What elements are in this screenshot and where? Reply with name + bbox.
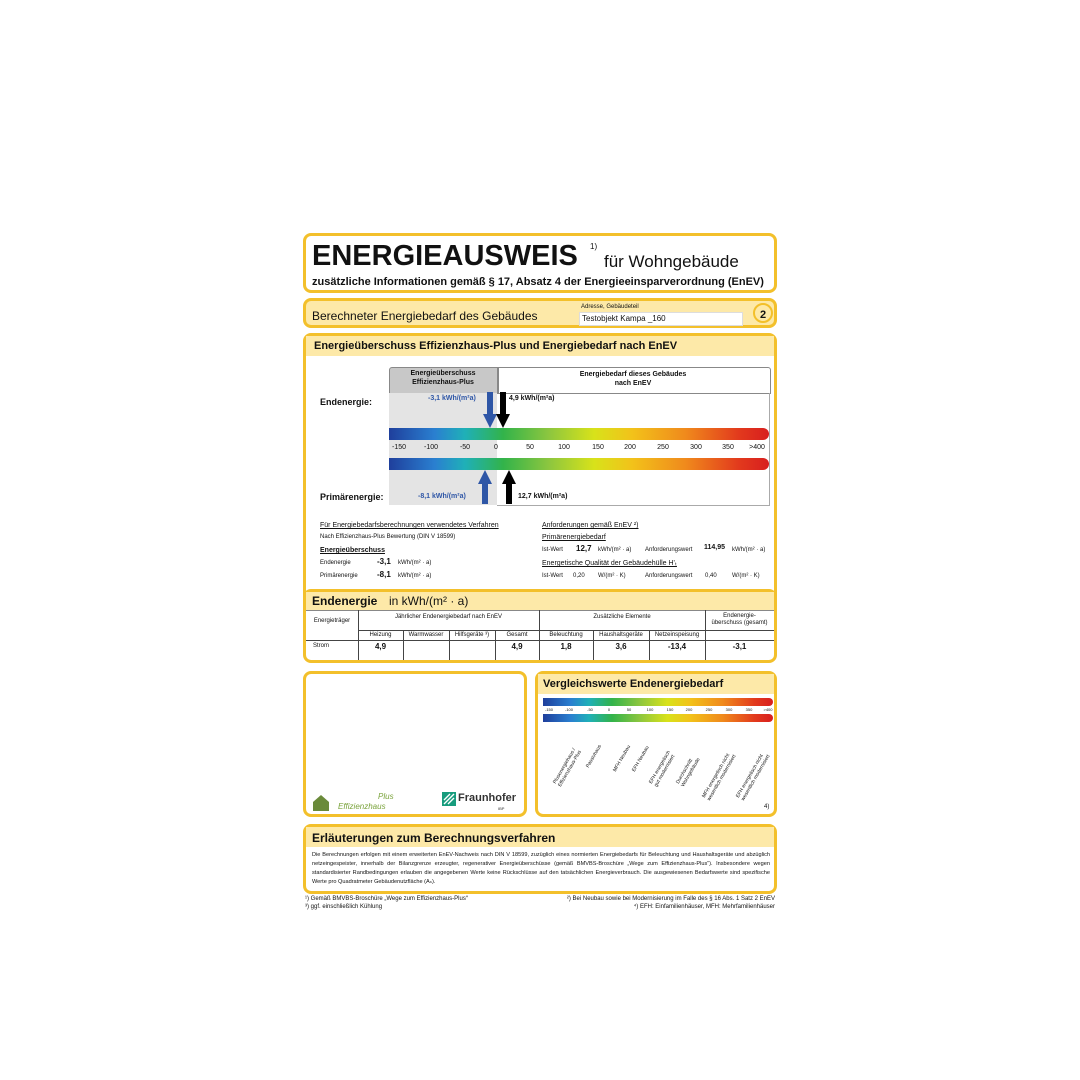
compare-label: Plusenergiehaus / Effizienzhaus-Plus — [552, 747, 583, 788]
scale-tick: 350 — [722, 444, 734, 451]
explanation-panel — [303, 824, 777, 894]
compare-label: EFH energetisch nicht wesentlich modernisiert — [735, 753, 772, 802]
compare-label: Durchschnitt Wohngebäude — [675, 756, 702, 788]
method-value: Nach Effizienzhaus-Plus Bewertung (DIN V 18599) — [320, 534, 456, 540]
compare-tick: 150 — [666, 707, 674, 712]
compare-label: MFH Neubau — [612, 744, 633, 773]
scale-tick: -100 — [423, 444, 438, 451]
scale-panel-header — [306, 336, 774, 356]
table-cell: 4,9 — [374, 642, 387, 651]
col-netzeinspeisung: Netzeinspeisung — [654, 632, 700, 638]
end-energy-scale-bar — [389, 428, 769, 440]
compare-tick: 200 — [685, 707, 693, 712]
req-prim-anf-label: Anforderungswert — [645, 547, 693, 553]
scale-tick: >400 — [749, 444, 765, 451]
scale-tick: -150 — [391, 444, 406, 451]
end-demand-value: 4,9 kWh/(m²a) — [509, 395, 555, 402]
endenergie-table-panel — [303, 589, 777, 663]
req-q-anf-unit: W/(m² · K) — [732, 573, 760, 579]
req-quality-title: Energetische Qualität der Gebäudehülle H'ₜ — [542, 560, 677, 567]
surplus-end-label: Endenergie — [320, 560, 351, 566]
compare-tick: 250 — [705, 707, 713, 712]
demand-area-border-bottom — [497, 505, 770, 506]
requirements-title: Anforderungen gemäß EnEV ²) — [542, 522, 639, 529]
scale-tick: 0 — [494, 444, 498, 451]
req-q-ist-value: 0,20 — [573, 573, 585, 579]
group-additional: Zusätzliche Elemente — [593, 614, 651, 620]
col-surplus-total: Endenergie- überschuss (gesamt) — [711, 613, 768, 626]
address-value: Testobjekt Kampa _160 — [582, 314, 666, 323]
address-field — [579, 312, 743, 326]
surplus-title: Energieüberschuss — [320, 547, 385, 554]
grid-line — [306, 640, 774, 641]
compare-tick: 0 — [607, 707, 611, 712]
explanation-body: Die Berechnungen erfolgen mit einem erweiterten EnEV-Nachweis nach DIN V 18599, zuzüglich eines normierten Energiebedarfs für Beleuchtung und Haushaltsgeräte und abzüglich netzeingespeister, innerhalb der Bilanzgrenze erzeugter, regenerativer Energieüberschüsse (gemäß BMVBS-Broschüre „Wege zum Effizienzhaus-Plus“). Insbesondere wegen standardisierter Randbedingungen erlauben die angegebenen Werte keine Rückschlüsse auf den tatsächlichen Energieverbrauch. Die ausgewiesenen Bedarfswerte sind spezifische Werte pro Quadratmeter Gebäudenutzfläche (Aₙ). — [312, 852, 770, 885]
end-surplus-arrow-icon — [483, 392, 497, 428]
grid-line — [358, 630, 774, 631]
scale-tick: 250 — [657, 444, 669, 451]
footnote-2: ²) Bei Neubau sowie bei Modernisierung im Falle des § 16 Abs. 1 Satz 2 EnEV — [566, 896, 775, 902]
page-number-badge — [753, 303, 773, 323]
group-annual: Jährlicher Endenergiebedarf nach EnEV — [394, 614, 503, 620]
fraunhofer-logo — [442, 790, 526, 814]
compare-tick-row — [543, 706, 773, 714]
calc-title: Berechneter Energiebedarf des Gebäudes — [312, 309, 538, 323]
prim-surplus-value: -8,1 kWh/(m²a) — [418, 493, 466, 500]
scale-tick: -50 — [459, 444, 471, 451]
req-q-anf-label: Anforderungswert — [645, 573, 693, 579]
req-prim-title: Primärenergiebedarf — [542, 534, 606, 541]
col-warmwasser: Warmwasser — [408, 632, 444, 638]
req-q-anf-value: 0,40 — [705, 573, 717, 579]
col-gesamt: Gesamt — [506, 632, 528, 638]
surplus-prim-label: Primärenergie — [320, 573, 358, 579]
compare-panel — [535, 671, 777, 817]
fraunhofer-icon — [442, 792, 456, 806]
end-surplus-value: -3,1 kWh/(m²a) — [428, 395, 476, 402]
title-superscript: 1) — [590, 242, 598, 251]
fraunhofer-sub: IBP — [498, 806, 505, 811]
table-title-unit: in kWh/(m² · a) — [389, 594, 469, 608]
house-icon — [312, 794, 330, 812]
footnote-3: ³) ggf. einschließlich Kühlung — [305, 904, 383, 910]
table-cell: 1,8 — [560, 642, 572, 651]
req-q-ist-label: Ist-Wert — [542, 573, 563, 579]
col-energietraeger: Energieträger — [313, 618, 351, 624]
table-cell: 4,9 — [511, 642, 523, 651]
compare-title: Vergleichswerte Endenergiebedarf — [543, 678, 724, 690]
primaerenergie-label: Primärenergie: — [320, 492, 384, 502]
method-title: Für Energiebedarfsberechnungen verwendetes Verfahren — [320, 522, 499, 529]
end-demand-arrow-icon — [496, 392, 510, 428]
compare-tick: -100 — [564, 707, 573, 712]
scale-tick: 150 — [592, 444, 604, 451]
prim-energy-scale-bar — [389, 458, 769, 470]
req-prim-anf-unit: kWh/(m² · a) — [732, 547, 766, 553]
explanation-header — [306, 827, 774, 847]
compare-scale-bar-top — [543, 698, 773, 706]
logo-panel — [303, 671, 527, 817]
demand-box-label: Energiebedarf dieses Gebäudes nach EnEV — [579, 371, 687, 387]
compare-label: MFH energetisch nicht wesentlich modernisiert — [701, 752, 738, 802]
table-cell: -3,1 — [732, 642, 747, 651]
document-subtitle: zusätzliche Informationen gemäß § 17, Absatz 4 der Energieeinsparverordnung (EnEV) — [312, 276, 764, 288]
effizienzhaus-text: Effizienzhaus — [338, 802, 386, 811]
surplus-end-unit: kWh/(m² · a) — [398, 560, 432, 566]
table-cell: -13,4 — [667, 642, 687, 651]
scale-tick: 50 — [526, 444, 534, 451]
title-suffix: für Wohngebäude — [604, 252, 739, 271]
compare-label: EFH Neubau — [631, 744, 651, 773]
compare-label: EFH energetisch gut modernisiert — [648, 749, 677, 788]
req-prim-unit: kWh/(m² · a) — [598, 547, 632, 553]
grid-line — [306, 610, 774, 611]
effizienzhaus-logo — [312, 792, 402, 814]
scale-panel — [303, 333, 777, 609]
scale-tick: 100 — [558, 444, 570, 451]
col-beleuchtung: Beleuchtung — [549, 632, 583, 638]
document-title: ENERGIEAUSWEIS — [312, 240, 578, 272]
scale-tick: 300 — [690, 444, 702, 451]
scale-tick-row — [389, 440, 769, 458]
compare-tick: 350 — [745, 707, 753, 712]
scale-tick: 200 — [624, 444, 636, 451]
footnote-4: ⁴) EFH: Einfamilienhäuser, MFH: Mehrfamilienhäuser — [633, 904, 775, 910]
address-label: Adresse, Gebäudeteil — [581, 304, 639, 310]
compare-tick: -150 — [544, 707, 553, 712]
col-haushaltsgeraete: Haushaltsgeräte — [599, 632, 643, 638]
surplus-prim-value: -8,1 — [377, 570, 391, 579]
surplus-prim-unit: kWh/(m² · a) — [398, 573, 432, 579]
header-panel — [303, 233, 777, 293]
req-prim-ist-label: Ist-Wert — [542, 547, 563, 553]
footnote-1: ¹) Gemäß BMVBS-Broschüre „Wege zum Effizienzhaus-Plus“ — [305, 896, 468, 902]
scale-panel-title: Energieüberschuss Effizienzhaus-Plus und Energiebedarf nach EnEV — [314, 340, 678, 352]
compare-header — [538, 674, 774, 694]
req-q-unit: W/(m² · K) — [598, 573, 626, 579]
compare-tick: 50 — [626, 707, 632, 712]
explanation-title: Erläuterungen zum Berechnungsverfahren — [312, 831, 556, 845]
compare-label: Passivhaus — [585, 743, 603, 769]
col-hilfsgeraete: Hilfsgeräte ³) — [454, 632, 490, 638]
compare-footnote-mark: 4) — [764, 804, 770, 810]
compare-tick: 100 — [646, 707, 654, 712]
surplus-end-value: -3,1 — [377, 557, 391, 566]
compare-tick: >400 — [763, 707, 773, 712]
page-number: 2 — [759, 309, 767, 321]
compare-tick: 300 — [725, 707, 733, 712]
table-title: Endenergie — [312, 594, 378, 608]
prim-demand-value: 12,7 kWh/(m²a) — [518, 493, 568, 500]
table-cell: 3,6 — [615, 642, 627, 651]
effizienzhaus-plus-text: Plus — [378, 792, 394, 801]
row-label-strom: Strom — [312, 643, 329, 649]
col-heizung: Heizung — [369, 632, 392, 638]
req-prim-anf-value: 114,95 — [704, 544, 726, 551]
compare-tick: -50 — [587, 707, 593, 712]
fraunhofer-text: Fraunhofer — [458, 792, 517, 804]
prim-demand-arrow-icon — [502, 470, 516, 504]
endenergie-label: Endenergie: — [320, 397, 373, 407]
prim-surplus-arrow-icon — [478, 470, 492, 504]
table-header-bar — [306, 592, 774, 610]
surplus-box-label: Energieüberschuss Effizienzhaus-Plus — [410, 370, 476, 386]
calc-title-panel — [303, 298, 777, 328]
req-prim-ist-value: 12,7 — [576, 544, 592, 553]
